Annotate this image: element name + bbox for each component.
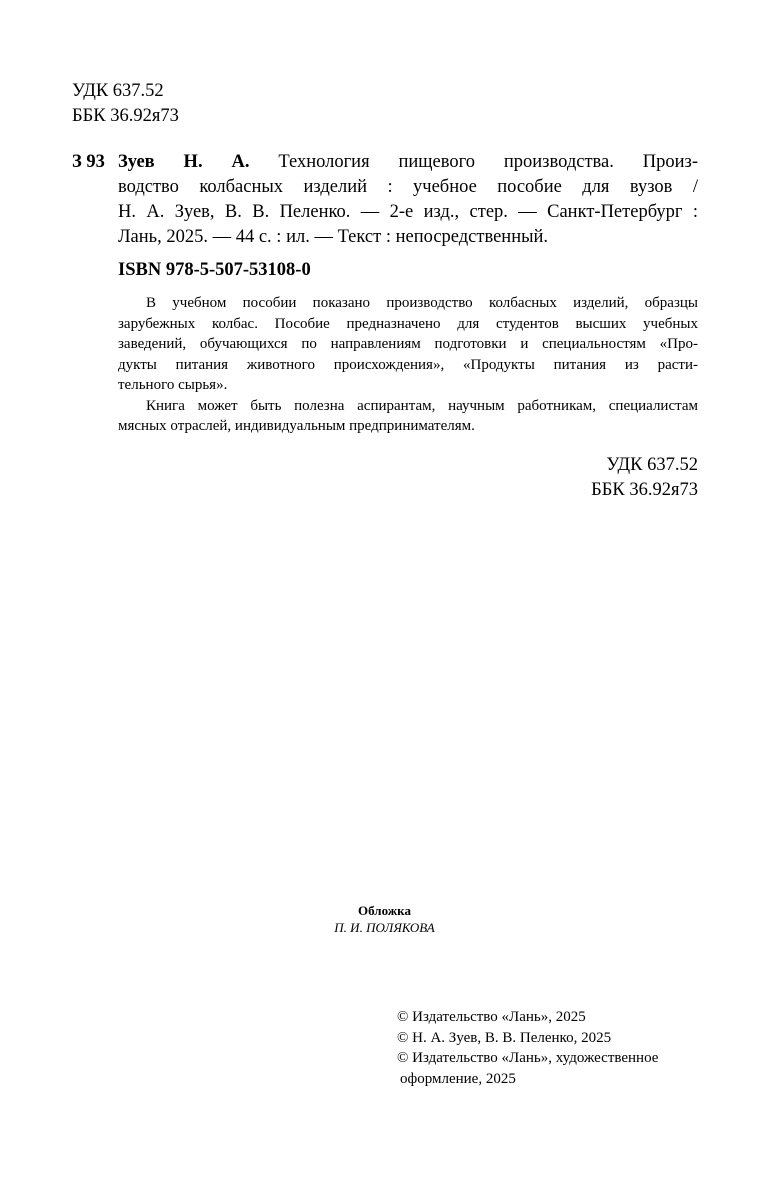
author-name: Зуев Н. А.: [118, 152, 250, 172]
annotation-line: зарубежных колбас. Пособие предназначено для студентов высших учебных: [118, 315, 698, 332]
annotation-line: В учебном пособии показано производство колбасных изделий, образцы: [146, 295, 698, 311]
cover-designer: П. И. ПОЛЯКОВА: [334, 920, 435, 935]
classification-right: [591, 453, 698, 503]
author-mark: З 93: [72, 152, 105, 172]
classification-top: [72, 79, 179, 129]
copyright-line: оформление, 2025: [400, 1070, 516, 1087]
biblio-line-4: Лань, 2025. — 44 с. : ил. — Текст : непосредственный.: [118, 227, 549, 247]
isbn: ISBN 978-5-507-53108-0: [118, 260, 311, 280]
biblio-line-1: Технология пищевого производства. Произ-: [249, 152, 698, 172]
biblio-line-2: водство колбасных изделий : учебное пособие для вузов /: [118, 177, 698, 197]
bibliographic-record: [118, 150, 698, 250]
udk-code: УДК 637.52: [72, 81, 164, 101]
biblio-line-3: Н. А. Зуев, В. В. Пеленко. — 2-е изд., стер. — Санкт-Петербург :: [118, 202, 698, 222]
annotation-line: мясных отраслей, индивидуальным предпринимателям.: [118, 418, 475, 434]
copyright-line: © Издательство «Лань», художественное: [397, 1050, 659, 1066]
annotation-line: заведений, обучающихся по направлениям подготовки и специальностям «Про-: [118, 336, 698, 352]
copyright-block: [397, 1007, 658, 1089]
bbk-code-right: ББК 36.92я73: [591, 480, 698, 500]
udk-code-right: УДК 637.52: [606, 455, 698, 475]
annotation-line: тельного сырья».: [118, 377, 228, 393]
annotation: [118, 293, 698, 437]
bbk-code: ББК 36.92я73: [72, 106, 179, 126]
copyright-line: © Н. А. Зуев, В. В. Пеленко, 2025: [397, 1029, 612, 1046]
annotation-line: Книга может быть полезна аспирантам, научным работникам, специалистам: [146, 397, 698, 414]
copyright-line: © Издательство «Лань», 2025: [397, 1009, 586, 1025]
cover-label: Обложка: [358, 903, 411, 918]
cover-credit: [0, 902, 769, 936]
annotation-line: дукты питания животного происхождения», «Продукты питания из расти-: [118, 356, 698, 373]
